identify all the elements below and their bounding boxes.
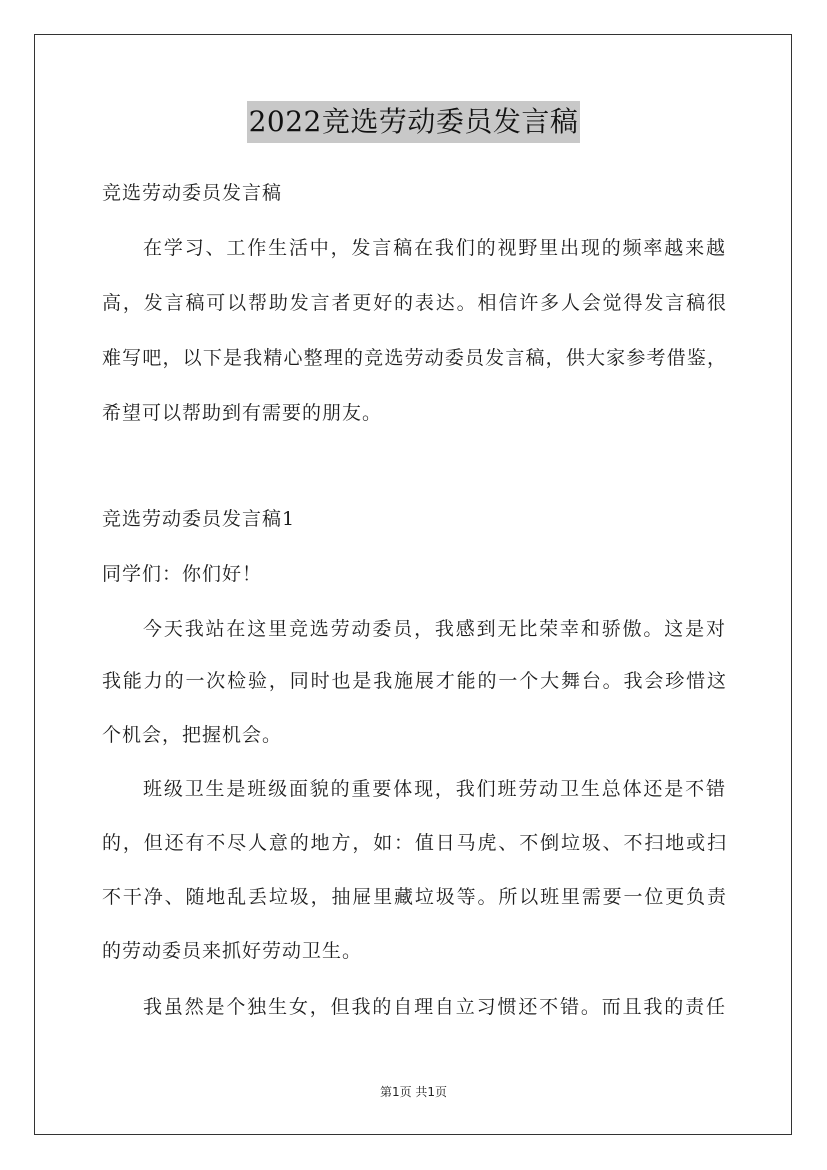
section-heading: 竞选劳动委员发言稿1 <box>102 508 296 530</box>
paragraph1-line-2: 我能力的一次检验，同时也是我施展才能的一个大舞台。我会珍惜这 <box>102 670 726 692</box>
paragraph2-line-1: 班级卫生是班级面貌的重要体现，我们班劳动卫生总体还是不错 <box>143 778 725 800</box>
intro-line-2: 高，发言稿可以帮助发言者更好的表达。相信许多人会觉得发言稿很 <box>102 292 726 314</box>
page-footer: 第1页 共1页 <box>379 1085 448 1099</box>
paragraph1-line-1: 今天我站在这里竞选劳动委员，我感到无比荣幸和骄傲。这是对 <box>143 618 725 640</box>
greeting: 同学们：你们好！ <box>102 563 263 585</box>
paragraph2-line-4: 的劳动委员来抓好劳动卫生。 <box>102 940 363 962</box>
document-title: 2022竞选劳动委员发言稿 <box>247 101 581 143</box>
paragraph2-line-2: 的，但还有不尽人意的地方，如：值日马虎、不倒垃圾、不扫地或扫 <box>102 832 726 854</box>
intro-line-1: 在学习、工作生活中，发言稿在我们的视野里出现的频率越来越 <box>143 237 725 259</box>
intro-line-3: 难写吧，以下是我精心整理的竞选劳动委员发言稿，供大家参考借鉴， <box>102 347 726 369</box>
paragraph2-line-3: 不干净、随地乱丢垃圾，抽屉里藏垃圾等。所以班里需要一位更负责 <box>102 886 726 908</box>
paragraph1-line-3: 个机会，把握机会。 <box>102 724 283 746</box>
document-subtitle: 竞选劳动委员发言稿 <box>102 182 283 204</box>
intro-line-4: 希望可以帮助到有需要的朋友。 <box>102 402 383 424</box>
paragraph3-line-1: 我虽然是个独生女，但我的自理自立习惯还不错。而且我的责任 <box>143 996 725 1018</box>
title-container <box>0 101 827 143</box>
